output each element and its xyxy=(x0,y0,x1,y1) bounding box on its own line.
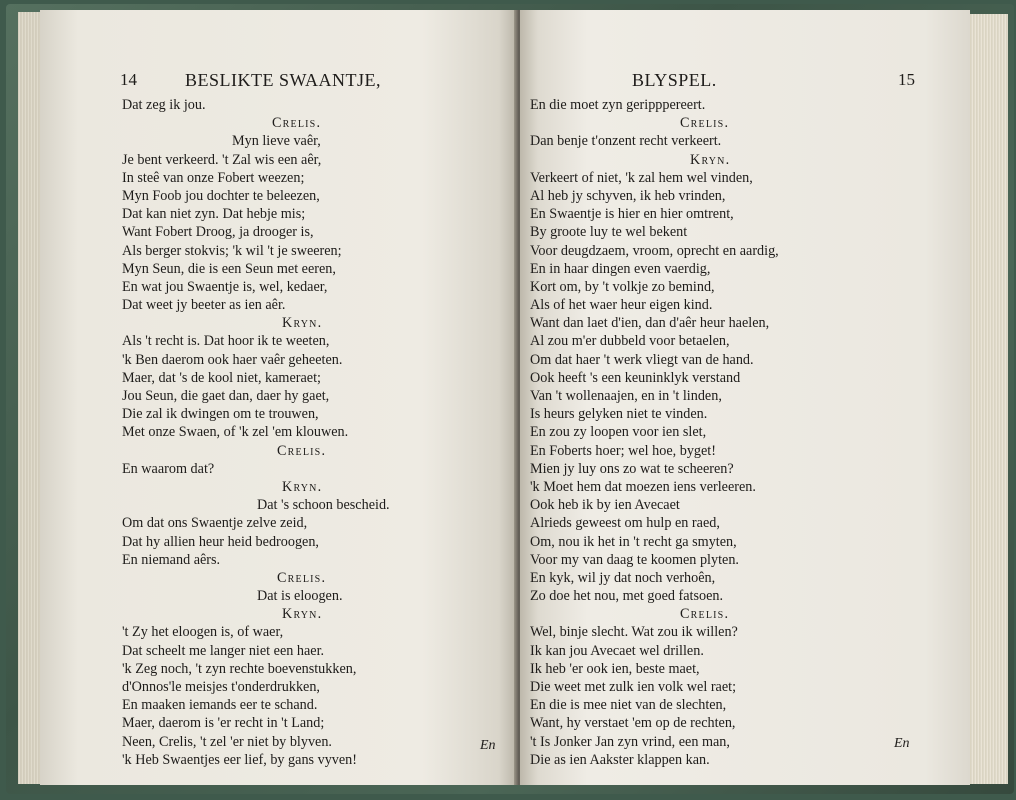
verse-line: Met onze Swaen, of 'k zel 'em klouwen. xyxy=(122,424,349,441)
verse-line: By groote luy te wel bekent xyxy=(530,224,688,241)
speaker-name: Crelis. xyxy=(277,442,327,459)
verse-line: Die zal ik dwingen om te trouwen, xyxy=(122,406,319,423)
verse-line: Als berger stokvis; 'k wil 't je sweeren; xyxy=(122,242,342,259)
speaker-name: Kryn. xyxy=(282,606,323,623)
verse-line: En niemand aêrs. xyxy=(122,551,221,568)
verse-line: En in haar dingen even vaerdig, xyxy=(530,260,711,277)
speaker-name: Kryn. xyxy=(690,151,731,168)
verse-line: Myn Foob jou dochter te beleezen, xyxy=(122,187,320,204)
verse-line: 'k Heb Swaentjes eer lief, by gans vyven! xyxy=(122,751,358,768)
verse-line: Myn Seun, die is een Seun met eeren, xyxy=(122,260,336,277)
verse-line: Is heurs gelyken niet te vinden. xyxy=(530,406,708,423)
speaker-name: Crelis. xyxy=(680,606,730,623)
verse-line: Wel, binje slecht. Wat zou ik willen? xyxy=(530,624,738,641)
verse-line: Dat scheelt me langer niet een haer. xyxy=(122,642,325,659)
speaker-name: Crelis. xyxy=(680,115,730,132)
page-text xyxy=(122,96,390,769)
verse-line: Als 't recht is. Dat hoor ik te weeten, xyxy=(122,333,330,350)
verse-line: Alrieds geweest om hulp en raed, xyxy=(530,515,720,532)
verse-line: Zo doe het nou, met goed fatsoen. xyxy=(530,588,724,605)
verse-line: Kort om, by 't volkje zo bemind, xyxy=(530,278,715,295)
verse-line: Die as ien Aakster klappen kan. xyxy=(530,751,710,768)
verse-line: Neen, Crelis, 't zel 'er niet by blyven. xyxy=(122,733,332,750)
verse-line: 't Zy het eloogen is, of waer, xyxy=(122,624,284,641)
verse-line: Ook heb ik by ien Avecaet xyxy=(530,497,680,514)
verse-line: Al heb jy schyven, ik heb vrinden, xyxy=(530,187,726,204)
verse-line: Al zou m'er dubbeld voor betaelen, xyxy=(530,333,730,350)
verse-line: Dat weet jy beeter as ien aêr. xyxy=(122,297,286,314)
verse-line: Dat is eloogen. xyxy=(257,588,343,605)
verse-line: Want dan laet d'ien, dan d'aêr heur haelen, xyxy=(530,315,770,332)
left-page xyxy=(40,10,518,785)
speaker-name: Crelis. xyxy=(277,569,327,586)
verse-line: d'Onnos'le meisjes t'onderdrukken, xyxy=(122,679,320,695)
verse-line: Myn lieve vaêr, xyxy=(232,133,321,150)
verse-line: Als of het waer heur eigen kind. xyxy=(530,297,713,314)
verse-line: En kyk, wil jy dat noch verhoên, xyxy=(530,569,716,586)
verse-line: En zou zy loopen voor ien slet, xyxy=(530,424,707,441)
verse-line: En maaken iemands eer te schand. xyxy=(122,697,318,714)
verse-line: Voor my van daag te koomen plyten. xyxy=(530,551,739,568)
right-page xyxy=(520,10,970,785)
verse-line: En die moet zyn geripppereert. xyxy=(530,97,706,113)
page-number: 14 xyxy=(120,70,137,89)
page-text xyxy=(530,96,779,769)
verse-line: En waarom dat? xyxy=(122,460,215,477)
verse-line: In steê van onze Fobert weezen; xyxy=(122,169,305,186)
running-header: BLYSPEL. xyxy=(632,70,717,90)
page-number: 15 xyxy=(898,70,915,89)
verse-line: Verkeert of niet, 'k zal hem wel vinden, xyxy=(530,169,753,186)
verse-line: 'k Moet hem dat moezen iens verleeren. xyxy=(530,478,756,495)
verse-line: 'k Ben daerom ook haer vaêr geheeten. xyxy=(122,351,343,368)
verse-line: En Swaentje is hier en hier omtrent, xyxy=(530,206,734,223)
verse-line: Maer, dat 's de kool niet, kameraet; xyxy=(122,369,321,386)
speaker-name: Kryn. xyxy=(282,315,323,332)
speaker-name: Crelis. xyxy=(272,115,322,132)
verse-line: Ik heb 'er ook ien, beste maet, xyxy=(530,660,700,677)
verse-line: Want Fobert Droog, ja drooger is, xyxy=(122,224,314,241)
verse-line: 't Is Jonker Jan zyn vrind, een man, xyxy=(530,733,730,750)
verse-line: Mien jy luy ons zo wat te scheeren? xyxy=(530,460,734,477)
verse-line: Om, nou ik het in 't recht ga smyten, xyxy=(530,533,737,550)
verse-line: Voor deugdzaem, vroom, oprecht en aardig, xyxy=(530,242,779,259)
verse-line: En die is mee niet van de slechten, xyxy=(530,697,727,714)
verse-line: Die weet met zulk ien volk wel raet; xyxy=(530,679,737,695)
catchword: En xyxy=(894,736,910,751)
verse-line: Om dat haer 't werk vliegt van de hand. xyxy=(530,351,754,368)
verse-line: En wat jou Swaentje is, wel, kedaer, xyxy=(122,278,328,295)
verse-line: Dat hy allien heur heid bedroogen, xyxy=(122,533,319,550)
verse-line: Om dat ons Swaentje zelve zeid, xyxy=(122,515,308,532)
verse-line: Dat zeg ik jou. xyxy=(122,97,206,113)
verse-line: Je bent verkeerd. 't Zal wis een aêr, xyxy=(122,151,322,168)
verse-line: Ook heeft 's een keuninklyk verstand xyxy=(530,369,741,386)
verse-line: Dat 's schoon bescheid. xyxy=(257,497,390,514)
verse-line: Dat kan niet zyn. Dat hebje mis; xyxy=(122,206,306,223)
verse-line: Van 't wollenaajen, en in 't linden, xyxy=(530,388,722,404)
verse-line: 'k Zeg noch, 't zyn rechte boevenstukken, xyxy=(122,660,357,677)
running-header: BESLIKTE SWAANTJE, xyxy=(185,70,381,90)
verse-line: Dan benje t'onzent recht verkeert. xyxy=(530,133,722,150)
catchword: En xyxy=(480,738,496,753)
verse-line: Want, hy verstaet 'em op de rechten, xyxy=(530,715,736,732)
speaker-name: Kryn. xyxy=(282,478,323,495)
verse-line: Jou Seun, die gaet dan, daer hy gaet, xyxy=(122,388,330,404)
verse-line: Maer, daerom is 'er recht in 't Land; xyxy=(122,715,325,732)
verse-line: Ik kan jou Avecaet wel drillen. xyxy=(530,642,704,659)
verse-line: En Foberts hoer; wel hoe, byget! xyxy=(530,442,716,459)
